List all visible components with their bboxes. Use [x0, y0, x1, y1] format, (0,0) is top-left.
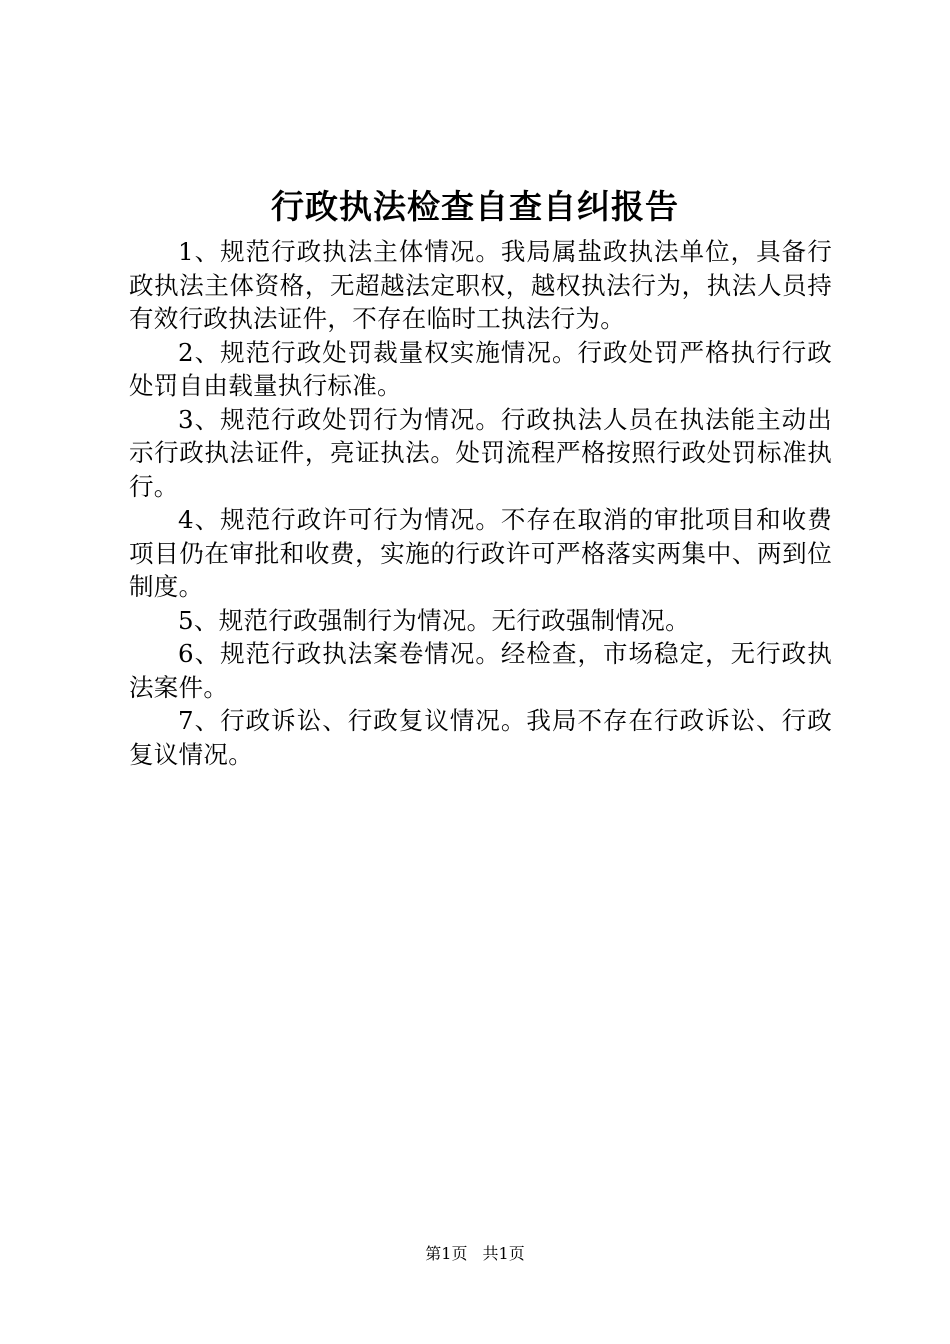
document-body — [129, 235, 832, 771]
paragraph-1: 1、规范行政执法主体情况。我局属盐政执法单位，具备行政执法主体资格，无超越法定职权，越权执法行为，执法人员持有效行政执法证件，不存在临时工执法行为。 — [129, 237, 832, 333]
page-footer — [0, 1242, 950, 1266]
paragraph-6: 6、规范行政执法案卷情况。经检查，市场稳定，无行政执法案件。 — [129, 639, 832, 702]
paragraph-3: 3、规范行政处罚行为情况。行政执法人员在执法能主动出示行政执法证件，亮证执法。处罚流程严格按照行政处罚标准执行。 — [129, 404, 832, 501]
page-number: 第1页 — [425, 1244, 468, 1263]
page-total: 共1页 — [482, 1244, 525, 1263]
paragraph-7: 7、行政诉讼、行政复议情况。我局不存在行政诉讼、行政复议情况。 — [129, 706, 832, 769]
paragraph-4: 4、规范行政许可行为情况。不存在取消的审批项目和收费项目仍在审批和收费，实施的行政许可严格落实两集中、两到位制度。 — [129, 505, 832, 601]
paragraph-5: 5、规范行政强制行为情况。无行政强制情况。 — [178, 605, 690, 635]
document-title: 行政执法检查自查自纠报告 — [271, 187, 679, 226]
paragraph-2: 2、规范行政处罚裁量权实施情况。行政处罚严格执行行政处罚自由载量执行标准。 — [129, 337, 832, 400]
